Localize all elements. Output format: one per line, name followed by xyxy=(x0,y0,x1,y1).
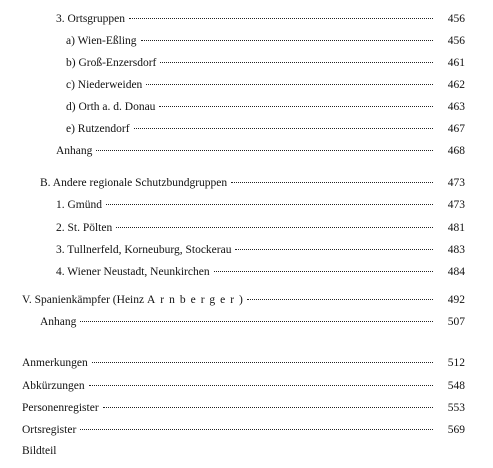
toc-entry-label: Anhang xyxy=(56,145,93,157)
toc-label-suffix: ) xyxy=(239,294,243,306)
toc-entry-rutzendorf xyxy=(66,120,465,138)
toc-entry-label xyxy=(22,291,247,309)
toc-entry-wiener-neustadt xyxy=(56,263,465,281)
toc-entry-ortsgruppen xyxy=(56,10,465,28)
dot-leader xyxy=(116,226,433,228)
toc-entry-label: 3. Ortsgruppen xyxy=(56,13,125,25)
toc-entry-label: 2. St. Pölten xyxy=(56,222,113,234)
dot-leader xyxy=(247,298,433,300)
author-name-spaced: Arnberger xyxy=(146,294,240,306)
toc-entry-label: c) Niederweiden xyxy=(66,79,143,91)
toc-entry-label: Personenregister xyxy=(22,402,99,414)
toc-entry-label: e) Rutzendorf xyxy=(66,123,130,135)
toc-entry-orth-an-der-donau xyxy=(66,98,465,116)
dot-leader xyxy=(146,83,433,85)
toc-page-number: 467 xyxy=(447,123,465,135)
toc-entry-label: 1. Gmünd xyxy=(56,199,102,211)
toc-entry-label: Ortsregister xyxy=(22,424,77,436)
toc-entry-tullnerfeld xyxy=(56,241,465,259)
toc-page-number: 483 xyxy=(447,244,465,256)
dot-leader xyxy=(160,61,433,63)
dot-leader xyxy=(141,39,433,41)
dot-leader xyxy=(129,17,433,19)
toc-entry-label: Anhang xyxy=(40,316,77,328)
dot-leader xyxy=(103,406,433,408)
toc-entry-label: 4. Wiener Neustadt, Neunkirchen xyxy=(56,266,210,278)
toc-page-number: 456 xyxy=(447,13,465,25)
toc-entry-andere-schutzbundgruppen xyxy=(40,174,465,192)
toc-entry-anmerkungen xyxy=(22,354,465,372)
toc-entry-anhang xyxy=(40,313,465,331)
dot-leader xyxy=(92,361,433,363)
toc-entry-ortsregister xyxy=(22,421,465,439)
toc-entry-label: b) Groß-Enzersdorf xyxy=(66,57,157,69)
toc-page-number: 512 xyxy=(447,357,465,369)
toc-entry-bildteil xyxy=(22,442,465,460)
toc-entry-label: Abkürzungen xyxy=(22,380,85,392)
dot-leader xyxy=(80,428,433,430)
toc-page-number: 468 xyxy=(447,145,465,157)
dot-leader xyxy=(80,320,433,322)
toc-entry-label: Anmerkungen xyxy=(22,357,88,369)
dot-leader xyxy=(106,203,433,205)
toc-page-number: 461 xyxy=(447,57,465,69)
toc-page-number: 569 xyxy=(447,424,465,436)
dot-leader xyxy=(159,105,433,107)
toc-entry-label: d) Orth a. d. Donau xyxy=(66,101,156,113)
dot-leader xyxy=(235,248,433,250)
toc-page-number: 507 xyxy=(447,316,465,328)
toc-entry-label: Bildteil xyxy=(22,445,57,457)
toc-entry-niederweiden xyxy=(66,76,465,94)
dot-leader xyxy=(231,181,433,183)
toc-entry-abkuerzungen xyxy=(22,377,465,395)
toc-entry-label: a) Wien-Eßling xyxy=(66,35,137,47)
dot-leader xyxy=(89,384,433,386)
toc-page-number: 473 xyxy=(447,199,465,211)
toc-page-number: 492 xyxy=(447,294,465,306)
toc-page-number: 484 xyxy=(447,266,465,278)
dot-leader xyxy=(134,127,433,129)
toc-page-number: 548 xyxy=(447,380,465,392)
toc-page-number: 553 xyxy=(447,402,465,414)
toc-page-number: 462 xyxy=(447,79,465,91)
dot-leader xyxy=(214,270,433,272)
toc-entry-anhang xyxy=(56,142,465,160)
toc-page-number: 473 xyxy=(447,177,465,189)
toc-entry-gross-enzersdorf xyxy=(66,54,465,72)
toc-entry-label: 3. Tullnerfeld, Korneuburg, Stockerau xyxy=(56,244,232,256)
toc-entry-spanienkaempfer xyxy=(22,291,465,309)
toc-label-prefix: V. Spanienkämpfer (Heinz xyxy=(22,294,147,306)
toc-entry-gmuend xyxy=(56,196,465,214)
toc-page-number: 456 xyxy=(447,35,465,47)
toc-entry-st-poelten xyxy=(56,219,465,237)
dot-leader xyxy=(96,149,433,151)
toc-entry-wien-essling xyxy=(66,32,465,50)
toc-entry-personenregister xyxy=(22,399,465,417)
toc-page-number: 481 xyxy=(447,222,465,234)
toc-page-number: 463 xyxy=(447,101,465,113)
toc-entry-label: B. Andere regionale Schutzbundgruppen xyxy=(40,177,228,189)
